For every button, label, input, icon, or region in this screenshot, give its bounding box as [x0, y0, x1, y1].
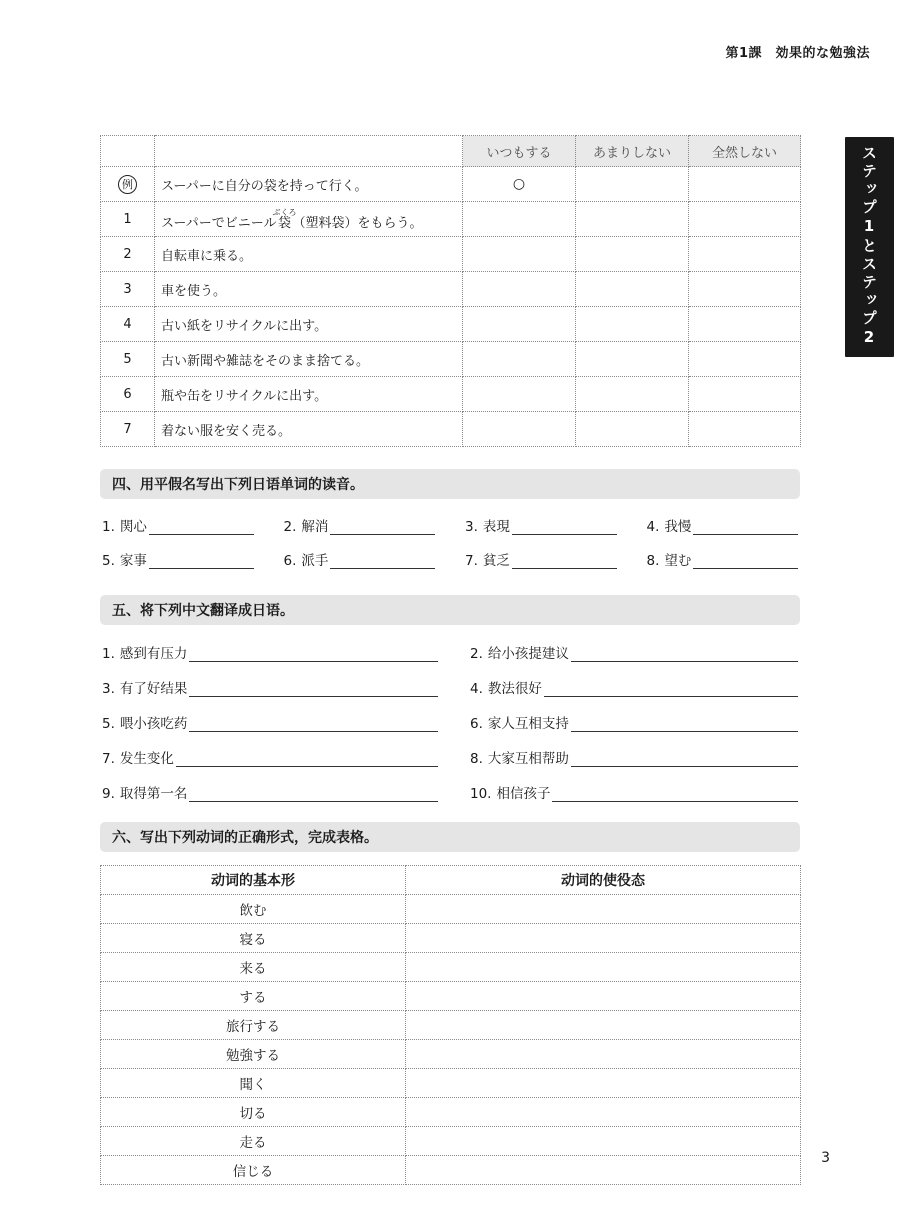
verb-row [101, 1127, 801, 1156]
table-row [101, 307, 801, 342]
vocab-item [284, 548, 436, 569]
translation-item [470, 780, 798, 802]
phrase-text: 给小孩提建议 [487, 646, 569, 662]
statement-text: （塑料袋）をもらう。 [292, 215, 423, 231]
item-number: 2. [470, 646, 483, 662]
verb-row [101, 1156, 801, 1185]
answer-cell-never [689, 412, 801, 447]
vocab-word: 貧乏 [482, 553, 510, 569]
vocab-item [102, 548, 254, 569]
item-number: 6. [283, 553, 297, 569]
phrase-text: 取得第一名 [119, 786, 188, 802]
answer-cell-never [689, 167, 801, 202]
item-number: 3. [102, 681, 115, 697]
row-number-cell: 7 [101, 412, 155, 447]
answer-blank [571, 751, 798, 767]
phrase-text: 喂小孩吃药 [119, 716, 188, 732]
phrase-text: 相信孩子 [496, 786, 551, 802]
verb-causative-blank [406, 1098, 801, 1127]
answer-blank [189, 786, 438, 802]
table-row [101, 272, 801, 307]
vocab-word: 解消 [301, 519, 329, 535]
answer-blank [512, 553, 617, 569]
side-tab-label: ステップ1とステップ2 [860, 145, 878, 349]
verb-causative-blank [406, 1156, 801, 1185]
answer-blank [189, 716, 438, 732]
answer-cell-sometimes [576, 202, 689, 237]
verb-table-header-row [101, 866, 801, 895]
item-number: 4. [646, 519, 660, 535]
answer-cell-sometimes [576, 307, 689, 342]
answer-blank [571, 646, 798, 662]
row-number-cell: 2 [101, 237, 155, 272]
item-number: 7. [102, 751, 115, 767]
answer-cell-never [689, 272, 801, 307]
item-number: 5. [102, 553, 115, 569]
answer-cell-always [463, 272, 576, 307]
verb-causative-blank [406, 1011, 801, 1040]
section-title-6: 六、写出下列动词的正确形式，完成表格。 [100, 822, 800, 852]
side-tab-step1-step2 [845, 137, 894, 357]
row-number-cell [101, 167, 155, 202]
verb-base: 聞く [101, 1069, 406, 1098]
verb-base: 来る [101, 953, 406, 982]
verb-row [101, 895, 801, 924]
furigana-ruby: 袋ぶくろ [272, 207, 297, 231]
verb-causative-blank [406, 1040, 801, 1069]
item-number: 3. [465, 519, 478, 535]
verb-base: 飲む [101, 895, 406, 924]
vocab-item [465, 514, 617, 535]
column-header-base-form: 动词的基本形 [101, 866, 406, 895]
translation-column-right [470, 640, 798, 802]
translation-item [102, 675, 438, 697]
verb-base: 切る [101, 1098, 406, 1127]
vocab-item [647, 548, 799, 569]
table-row [101, 342, 801, 377]
answer-cell-always [463, 377, 576, 412]
row-number-cell: 3 [101, 272, 155, 307]
verb-base: する [101, 982, 406, 1011]
vocab-word: 家事 [119, 553, 147, 569]
empty-header-cell [155, 136, 463, 167]
statement-cell: 古い紙をリサイクルに出す。 [155, 307, 463, 342]
section-title-5: 五、将下列中文翻译成日语。 [100, 595, 800, 625]
vocab-item [102, 514, 254, 535]
statement-cell: スーパーに自分の袋を持って行く。 [155, 167, 463, 202]
statement-cell: 瓶や缶をリサイクルに出す。 [155, 377, 463, 412]
answer-blank [189, 681, 438, 697]
item-number: 6. [470, 716, 483, 732]
translation-column-left [102, 640, 438, 802]
answer-cell-never [689, 377, 801, 412]
verb-base: 信じる [101, 1156, 406, 1185]
vocab-item [465, 548, 617, 569]
phrase-text: 有了好结果 [119, 681, 188, 697]
table-row [101, 202, 801, 237]
answer-cell-sometimes [576, 167, 689, 202]
answer-cell-always [463, 342, 576, 377]
vocab-item [647, 514, 799, 535]
vocab-word: 望む [664, 553, 692, 569]
translation-item [102, 640, 438, 662]
answer-blank [512, 519, 617, 535]
example-badge: 例 [118, 175, 137, 194]
item-number: 7. [465, 553, 478, 569]
answer-cell-always [463, 307, 576, 342]
table-row-example [101, 167, 801, 202]
answer-blank [552, 786, 798, 802]
item-number: 1. [102, 519, 115, 535]
phrase-text: 家人互相支持 [487, 716, 569, 732]
item-number: 8. [470, 751, 483, 767]
answer-cell-never [689, 202, 801, 237]
answer-blank [693, 553, 798, 569]
verb-causative-blank [406, 1127, 801, 1156]
answer-cell-sometimes [576, 412, 689, 447]
answer-blank [330, 519, 435, 535]
vocab-word: 派手 [301, 553, 329, 569]
page-header: 第1課 効果的な勉強法 [725, 46, 870, 61]
verb-row [101, 982, 801, 1011]
item-number: 9. [102, 786, 115, 802]
table-row [101, 237, 801, 272]
verb-row [101, 1098, 801, 1127]
item-number: 8. [646, 553, 660, 569]
answer-blank [189, 646, 438, 662]
verb-causative-blank [406, 953, 801, 982]
vocab-word: 表現 [482, 519, 510, 535]
verb-causative-blank [406, 895, 801, 924]
answer-blank [149, 519, 254, 535]
vocab-item [284, 514, 436, 535]
translation-item [470, 710, 798, 732]
verb-row [101, 1069, 801, 1098]
row-number-cell: 6 [101, 377, 155, 412]
verb-row [101, 924, 801, 953]
answer-cell-sometimes [576, 377, 689, 412]
statement-cell [155, 202, 463, 237]
survey-header-row [101, 136, 801, 167]
statement-text: スーパーでビニール [161, 215, 277, 231]
verb-base: 走る [101, 1127, 406, 1156]
answer-cell-never [689, 342, 801, 377]
verb-row [101, 1040, 801, 1069]
empty-header-cell [101, 136, 155, 167]
answer-cell-always [463, 237, 576, 272]
answer-blank [544, 681, 798, 697]
answer-blank [149, 553, 254, 569]
phrase-text: 发生变化 [119, 751, 174, 767]
statement-cell: 車を使う。 [155, 272, 463, 307]
item-number: 4. [470, 681, 483, 697]
verb-base: 寝る [101, 924, 406, 953]
verb-row [101, 1011, 801, 1040]
table-row [101, 412, 801, 447]
answer-blank [693, 519, 798, 535]
item-number: 1. [102, 646, 115, 662]
item-number: 2. [283, 519, 297, 535]
answer-cell-always [463, 412, 576, 447]
verb-row [101, 953, 801, 982]
answer-blank [176, 751, 438, 767]
column-header-never: 全然しない [689, 136, 801, 167]
verb-conjugation-table [100, 865, 801, 1185]
phrase-text: 教法很好 [487, 681, 542, 697]
statement-cell: 着ない服を安く売る。 [155, 412, 463, 447]
translation-item [102, 710, 438, 732]
verb-base: 勉強する [101, 1040, 406, 1069]
verb-base: 旅行する [101, 1011, 406, 1040]
row-number-cell: 1 [101, 202, 155, 237]
answer-cell-always [463, 202, 576, 237]
translation-item [470, 675, 798, 697]
row-number-cell: 5 [101, 342, 155, 377]
item-number: 10. [470, 786, 492, 802]
answer-cell-always: ○ [463, 167, 576, 202]
answer-cell-sometimes [576, 237, 689, 272]
translation-item [470, 745, 798, 767]
phrase-text: 感到有压力 [119, 646, 188, 662]
survey-table [100, 135, 801, 447]
vocab-word: 関心 [119, 519, 147, 535]
translation-items-grid [102, 640, 798, 802]
answer-cell-sometimes [576, 342, 689, 377]
statement-cell: 自転車に乗る。 [155, 237, 463, 272]
answer-blank [571, 716, 798, 732]
verb-causative-blank [406, 1069, 801, 1098]
answer-cell-never [689, 307, 801, 342]
phrase-text: 大家互相帮助 [487, 751, 569, 767]
answer-cell-never [689, 237, 801, 272]
column-header-sometimes: あまりしない [576, 136, 689, 167]
verb-causative-blank [406, 982, 801, 1011]
statement-cell: 古い新聞や雑誌をそのまま捨てる。 [155, 342, 463, 377]
vocab-word: 我慢 [664, 519, 692, 535]
section-title-4: 四、用平假名写出下列日语单词的读音。 [100, 469, 800, 499]
row-number-cell: 4 [101, 307, 155, 342]
translation-item [470, 640, 798, 662]
column-header-always: いつもする [463, 136, 576, 167]
translation-item [102, 745, 438, 767]
translation-item [102, 780, 438, 802]
answer-blank [330, 553, 435, 569]
table-row [101, 377, 801, 412]
page-content [100, 135, 800, 1185]
reading-items-grid [102, 514, 798, 569]
answer-cell-sometimes [576, 272, 689, 307]
verb-causative-blank [406, 924, 801, 953]
item-number: 5. [102, 716, 115, 732]
page-number: 3 [821, 1150, 830, 1166]
column-header-causative-form: 动词的使役态 [406, 866, 801, 895]
